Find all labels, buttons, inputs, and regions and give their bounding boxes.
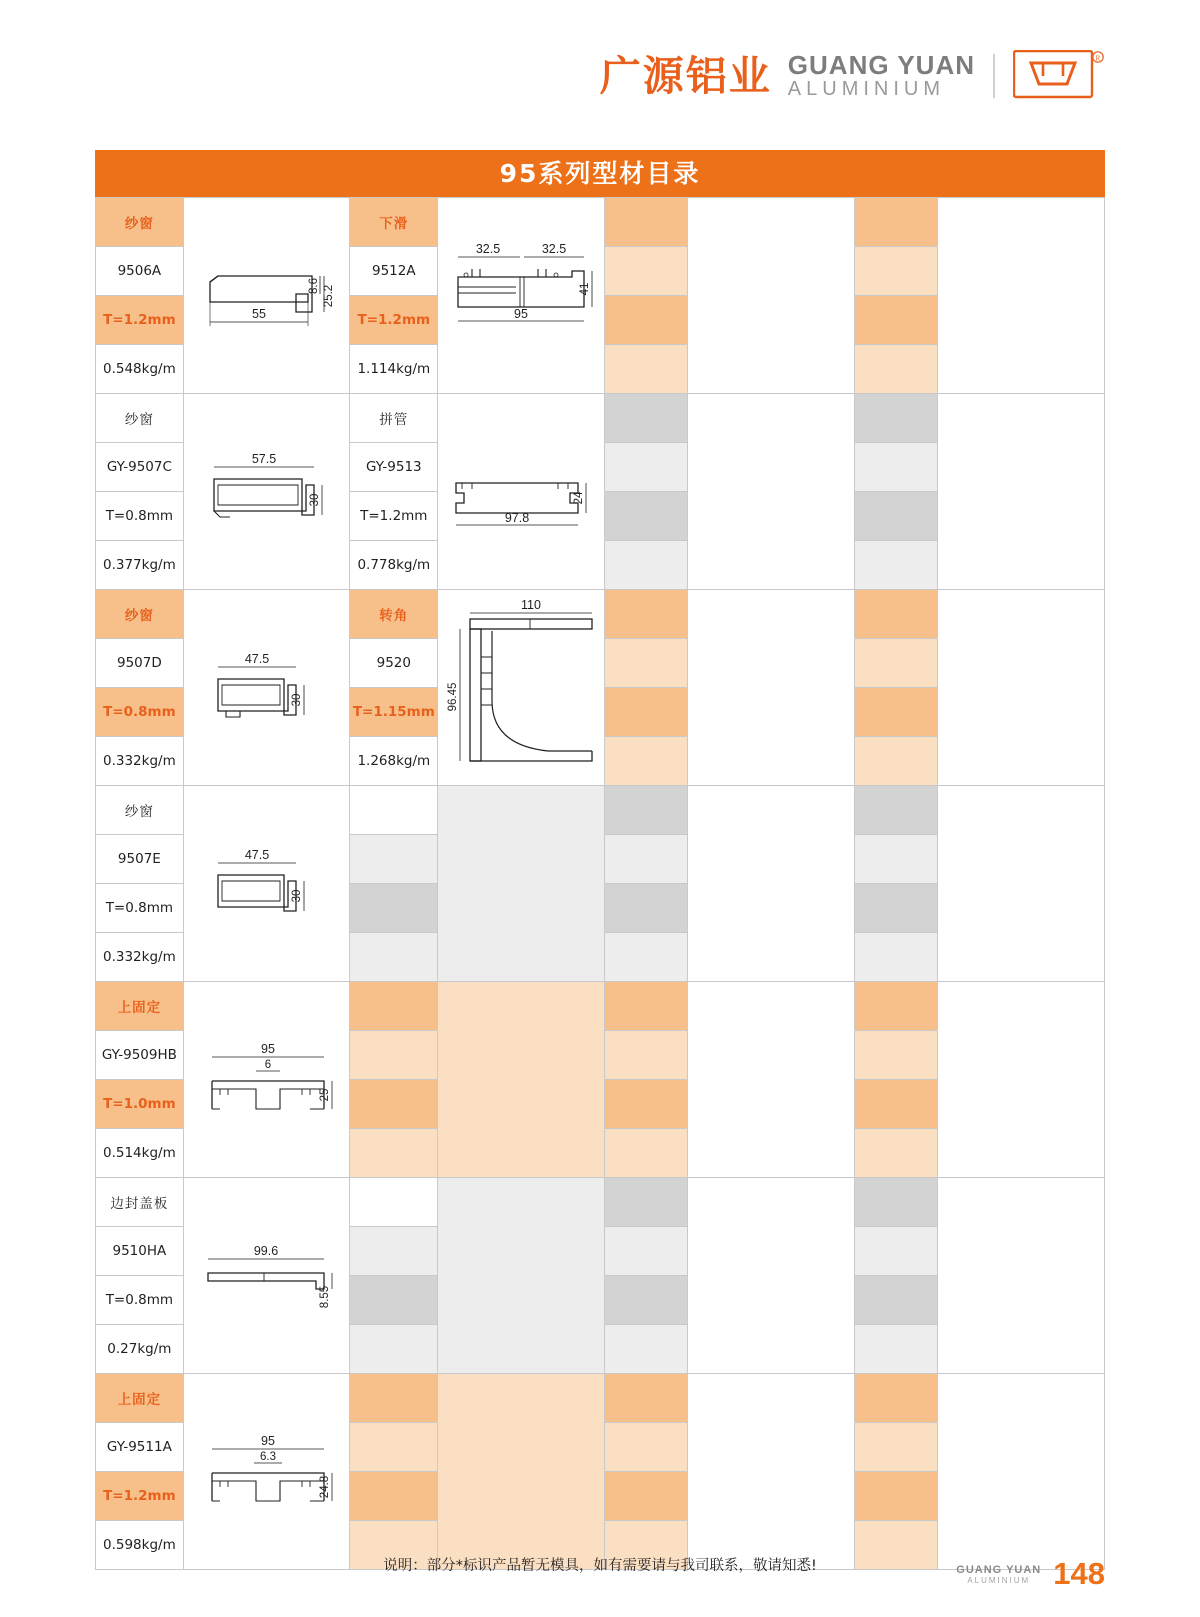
dim-width: 95 [514, 306, 528, 321]
profile-thickness: T=0.8mm [96, 1276, 184, 1325]
profile-type: 上固定 [96, 1374, 184, 1423]
profile-thickness: T=1.2mm [96, 1472, 184, 1521]
dim-h: 25 [318, 1088, 331, 1101]
profile-code: 9507E [96, 835, 184, 884]
swatch-cell [604, 541, 687, 590]
spacer-cell [938, 198, 1105, 394]
swatch-cell [604, 639, 687, 688]
profile-type [350, 982, 438, 1031]
profile-type [350, 1178, 438, 1227]
spacer-cell [688, 1374, 855, 1570]
profile-thickness: T=1.0mm [96, 1080, 184, 1129]
swatch-cell [854, 345, 937, 394]
guangyuan-logo-icon [1013, 50, 1105, 102]
dim-width: 47.5 [244, 651, 269, 666]
footer-logo-line1: GUANG YUAN [956, 1564, 1042, 1576]
swatch-cell [604, 884, 687, 933]
swatch-cell [604, 198, 687, 247]
swatch-cell [854, 590, 937, 639]
swatch-cell [604, 345, 687, 394]
spacer-cell [688, 982, 855, 1178]
table-row [96, 198, 1105, 394]
table-row [96, 590, 1105, 786]
swatch-cell [854, 1472, 937, 1521]
profile-thickness [350, 1080, 438, 1129]
profile-weight [350, 933, 438, 982]
spacer-cell [688, 590, 855, 786]
table-row [96, 982, 1105, 1178]
profile-code [350, 1423, 438, 1472]
dim-a: 6 [264, 1058, 271, 1071]
profile-thickness: T=0.8mm [96, 492, 184, 541]
dim-h: 24.8 [318, 1475, 331, 1498]
swatch-cell [604, 1374, 687, 1423]
empty-drawing-cell [438, 1178, 605, 1374]
profile-thickness: T=1.2mm [96, 296, 184, 345]
swatch-cell [854, 1423, 937, 1472]
swatch-cell [604, 1423, 687, 1472]
swatch-cell [854, 1227, 937, 1276]
profile-type: 转角 [350, 590, 438, 639]
swatch-cell [604, 590, 687, 639]
profile-drawing [183, 786, 350, 982]
profile-weight [350, 1129, 438, 1178]
table-row [96, 1178, 1105, 1374]
profile-weight: 0.514kg/m [96, 1129, 184, 1178]
swatch-cell [854, 688, 937, 737]
profile-weight: 0.332kg/m [96, 933, 184, 982]
dim-h: 96.45 [447, 682, 460, 711]
profile-code: 9510HA [96, 1227, 184, 1276]
swatch-cell [604, 737, 687, 786]
dim-width: 97.8 [504, 510, 530, 525]
dim-h: 24 [573, 491, 586, 504]
spacer-cell [688, 786, 855, 982]
spacer-cell [938, 786, 1105, 982]
swatch-cell [854, 835, 937, 884]
profile-thickness: T=1.15mm [350, 688, 438, 737]
swatch-cell [854, 198, 937, 247]
dim-width: 110 [521, 597, 541, 612]
spacer-cell [688, 198, 855, 394]
swatch-cell [604, 1325, 687, 1374]
profile-type: 上固定 [96, 982, 184, 1031]
page-title: 95系列型材目录 [95, 150, 1105, 197]
spacer-cell [938, 590, 1105, 786]
swatch-cell [854, 884, 937, 933]
profile-drawing [183, 1374, 350, 1570]
swatch-cell [604, 1276, 687, 1325]
table-row [96, 786, 1105, 982]
profile-weight: 0.598kg/m [96, 1521, 184, 1570]
dim-width: 99.6 [253, 1243, 278, 1258]
dim-width: 57.5 [251, 451, 276, 466]
dim-h: 30 [290, 693, 303, 706]
swatch-cell [604, 1472, 687, 1521]
swatch-cell [604, 688, 687, 737]
brand-en-line1: GUANG YUAN [787, 49, 975, 80]
profile-weight [350, 1325, 438, 1374]
profile-weight: 0.377kg/m [96, 541, 184, 590]
profile-code: 9512A [350, 247, 438, 296]
dim-h: 8.55 [318, 1285, 331, 1308]
profile-weight: 0.548kg/m [96, 345, 184, 394]
swatch-cell [854, 982, 937, 1031]
swatch-cell [854, 247, 937, 296]
profile-weight: 0.332kg/m [96, 737, 184, 786]
dim-b: 32.5 [541, 241, 567, 256]
spacer-cell [688, 1178, 855, 1374]
swatch-cell [604, 982, 687, 1031]
empty-drawing-cell [438, 786, 605, 982]
swatch-cell [854, 1178, 937, 1227]
profile-thickness: T=0.8mm [96, 688, 184, 737]
page-number: 148 [1053, 1556, 1105, 1591]
swatch-cell [854, 737, 937, 786]
swatch-cell [604, 1080, 687, 1129]
profile-type: 拼管 [350, 394, 438, 443]
dim-width: 95 [260, 1433, 275, 1448]
footer-logo [956, 1558, 1105, 1589]
footer-logo-line2: ALUMINIUM [967, 1576, 1031, 1585]
footer-logo-text [956, 1564, 1041, 1585]
brand-divider [993, 54, 995, 98]
swatch-cell [854, 394, 937, 443]
dim-h: 30 [290, 889, 303, 902]
profile-drawing [183, 394, 350, 590]
dim-width: 55 [251, 306, 266, 321]
profile-thickness [350, 1472, 438, 1521]
page-header [600, 40, 1105, 112]
spacer-cell [938, 394, 1105, 590]
profile-type: 边封盖板 [96, 1178, 184, 1227]
profile-weight: 1.114kg/m [350, 345, 438, 394]
dim-h1: 8.6 [307, 277, 320, 294]
profile-table [95, 197, 1105, 1570]
profile-thickness: T=0.8mm [96, 884, 184, 933]
dim-a: 32.5 [475, 241, 501, 256]
swatch-cell [604, 492, 687, 541]
profile-drawing [183, 982, 350, 1178]
empty-drawing-cell [438, 982, 605, 1178]
profile-code: GY-9507C [96, 443, 184, 492]
profile-code: 9520 [350, 639, 438, 688]
swatch-cell [604, 933, 687, 982]
brand-en-line2: ALUMINIUM [787, 78, 946, 101]
profile-code [350, 835, 438, 884]
profile-type [350, 1374, 438, 1423]
profile-drawing [183, 590, 350, 786]
swatch-cell [854, 1325, 937, 1374]
dim-h: 41 [579, 282, 592, 295]
swatch-cell [604, 835, 687, 884]
profile-code [350, 1031, 438, 1080]
profile-code: GY-9511A [96, 1423, 184, 1472]
swatch-cell [854, 1129, 937, 1178]
profile-code: GY-9509HB [96, 1031, 184, 1080]
profile-weight: 0.778kg/m [350, 541, 438, 590]
profile-drawing [183, 1178, 350, 1374]
swatch-cell [854, 541, 937, 590]
spacer-cell [938, 982, 1105, 1178]
empty-drawing-cell [438, 1374, 605, 1570]
swatch-cell [604, 1031, 687, 1080]
profile-catalog-sheet [95, 150, 1105, 1570]
swatch-cell [854, 492, 937, 541]
swatch-cell [854, 1031, 937, 1080]
profile-drawing [438, 198, 605, 394]
profile-drawing [438, 394, 605, 590]
swatch-cell [604, 443, 687, 492]
profile-code: GY-9513 [350, 443, 438, 492]
profile-drawing [183, 198, 350, 394]
profile-thickness: T=1.2mm [350, 492, 438, 541]
swatch-cell [854, 443, 937, 492]
dim-width: 95 [260, 1041, 275, 1056]
dim-a: 6.3 [259, 1450, 276, 1463]
swatch-cell [604, 394, 687, 443]
swatch-cell [604, 247, 687, 296]
dim-width: 47.5 [244, 847, 269, 862]
swatch-cell [854, 786, 937, 835]
dim-h2: 25.2 [322, 284, 335, 307]
dim-h: 30 [308, 493, 321, 506]
swatch-cell [854, 1080, 937, 1129]
swatch-cell [854, 639, 937, 688]
profile-drawing [438, 590, 605, 786]
profile-weight: 1.268kg/m [350, 737, 438, 786]
profile-type: 下滑 [350, 198, 438, 247]
profile-code: 9507D [96, 639, 184, 688]
swatch-cell [604, 786, 687, 835]
swatch-cell [604, 1227, 687, 1276]
brand-name-en [787, 49, 975, 101]
profile-type: 纱窗 [96, 786, 184, 835]
spacer-cell [938, 1374, 1105, 1570]
footer-note: 说明：部分*标识产品暂无模具，如有需要请与我司联系，敬请知悉! [383, 1558, 817, 1574]
table-row [96, 1374, 1105, 1570]
swatch-cell [854, 1374, 937, 1423]
table-row [96, 394, 1105, 590]
profile-thickness [350, 884, 438, 933]
profile-type: 纱窗 [96, 394, 184, 443]
profile-thickness: T=1.2mm [350, 296, 438, 345]
swatch-cell [604, 1178, 687, 1227]
profile-weight: 0.27kg/m [96, 1325, 184, 1374]
svg-text:R: R [1095, 54, 1101, 63]
swatch-cell [854, 933, 937, 982]
profile-type: 纱窗 [96, 590, 184, 639]
profile-code: 9506A [96, 247, 184, 296]
profile-thickness [350, 1276, 438, 1325]
swatch-cell [604, 1129, 687, 1178]
swatch-cell [854, 296, 937, 345]
profile-type [350, 786, 438, 835]
swatch-cell [604, 296, 687, 345]
profile-type: 纱窗 [96, 198, 184, 247]
brand-name-cn: 广源铝业 [599, 51, 772, 100]
spacer-cell [938, 1178, 1105, 1374]
profile-code [350, 1227, 438, 1276]
swatch-cell [854, 1276, 937, 1325]
spacer-cell [688, 394, 855, 590]
